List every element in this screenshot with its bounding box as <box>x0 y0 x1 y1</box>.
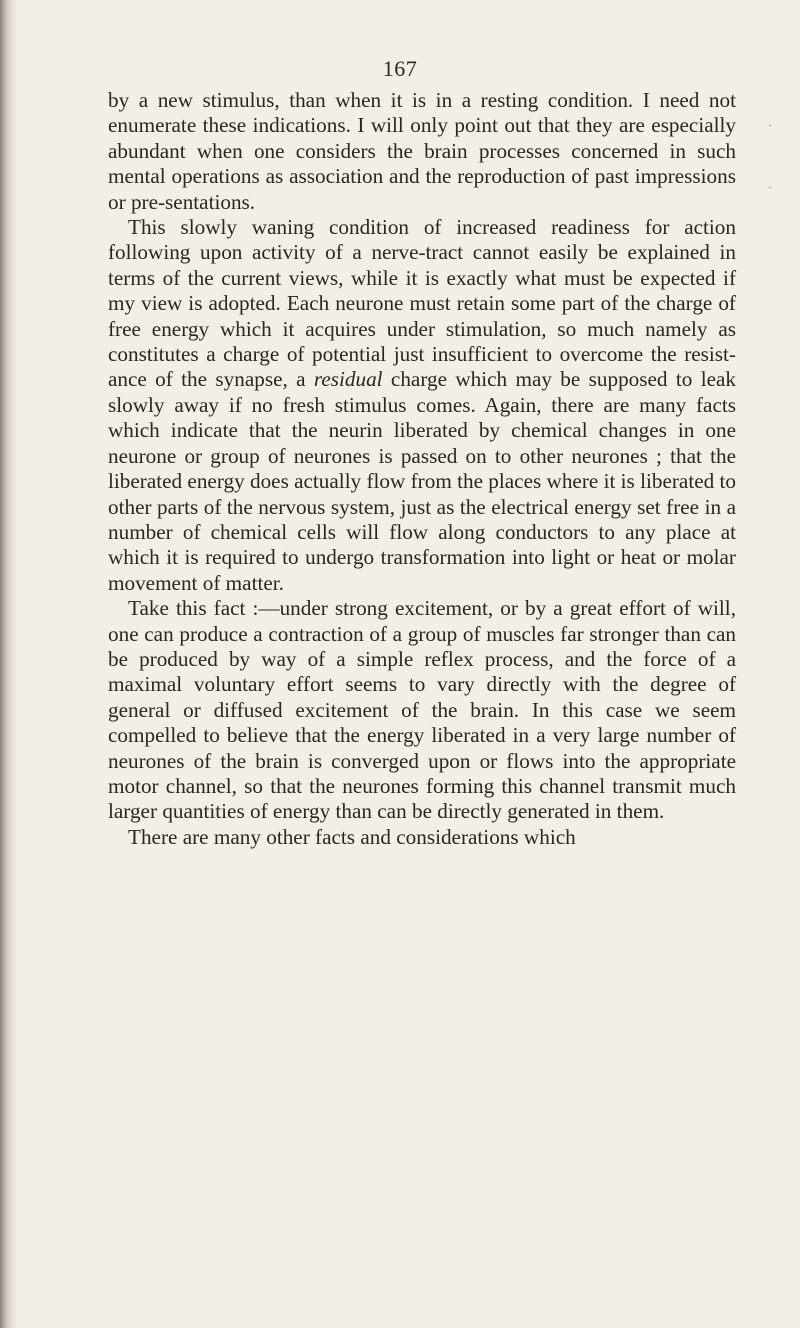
paragraph-1-text: by a new stimulus, than when it is in a resting condition. I need not enumerate these indications. I will only point out that they are especially abundant when one considers the brain processes concerned in such mental operations as association and the reproduction of past impressions or pre-sentations. <box>108 88 736 214</box>
page-binding-edge <box>0 0 18 1328</box>
paragraph-4-text: There are many other facts and considerations which <box>128 824 576 849</box>
page-number: 167 <box>382 56 418 81</box>
paragraph-2 <box>108 215 736 596</box>
paragraph-2-emphasis: residual <box>313 367 383 392</box>
paragraph-3 <box>108 596 736 825</box>
paragraph-2-text-start: This slowly waning condition of increased readiness for action following upon activity of a nerve-tract cannot easily be explained in terms of the current views, while it is exactly what must be expected if my view is adopted. Each neurone must retain some part of the charge of free energy which it acquires under stimulation, so much namely as constitutes a charge of potential just insufficient to overcome the resist-ance of the synapse, a <box>108 215 736 392</box>
paragraph-4 <box>108 825 736 850</box>
margin-speck: · <box>768 118 772 132</box>
paragraph-3-text: Take this fact :—under strong excitement, or by a great effort of will, one can produce a contraction of a group of muscles far stronger than can be produced by way of a simple reflex process, and the force of a maximal voluntary effort seems to vary directly with the degree of general or diffused excitement of the brain. In this case we seem compelled to believe that the energy liberated in a very large number of neurones of the brain is converged upon or flows into the appropriate motor channel, so that the neurones forming this channel transmit much larger quantities of energy than can be directly generated in them. <box>108 596 736 824</box>
margin-speck: · <box>768 180 772 194</box>
paragraph-2-text-end: charge which may be supposed to leak slowly away if no fresh stimulus comes. Again, there are many facts which indicate that the neurin liberated by chemical changes in one neurone or group of neurones is passed on to other neurones ; that the liberated energy does actually flow from the places where it is liberated to other parts of the nervous system, just as the electrical energy set free in a number of chemical cells will flow along conductors to any place at which it is required to undergo transformation into light or heat or molar movement of matter. <box>108 367 736 595</box>
paragraph-1 <box>108 88 736 215</box>
body-text <box>108 88 736 850</box>
